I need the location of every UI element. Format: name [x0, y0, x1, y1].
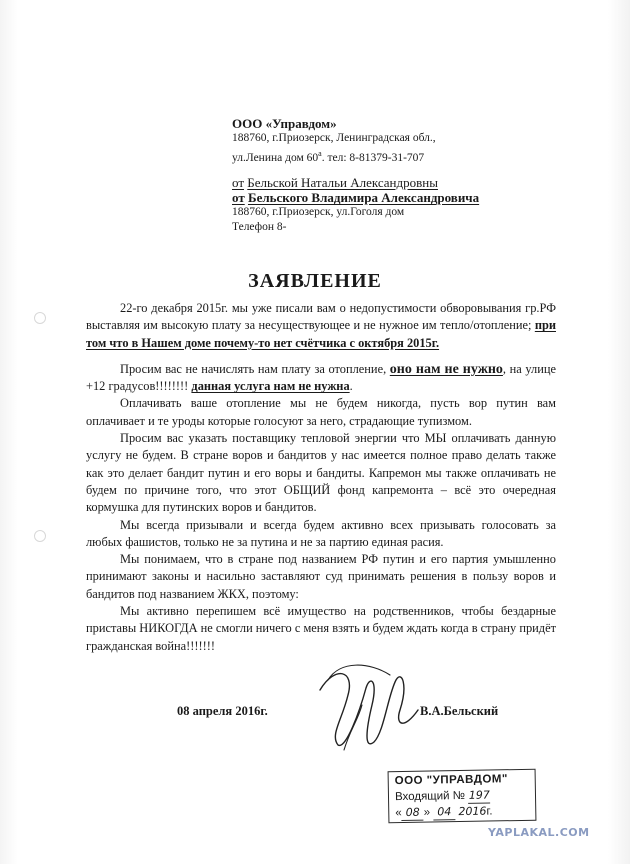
stamp-date-day: 08 — [402, 805, 424, 821]
paragraph-5: Мы всегда призывали и всегда будем активно всех призывать голосовать за любых фашистов, только не за путина и не за партию единая расия. — [86, 517, 556, 549]
stamp-title: ООО "УПРАВДОМ" — [394, 773, 509, 788]
document-title: ЗАЯВЛЕНИЕ — [248, 270, 382, 292]
punch-hole — [34, 312, 46, 324]
stamp-date-month: 04 — [433, 804, 455, 820]
paragraph-text: , на улице +12 градусов!!!!!!!! — [86, 361, 556, 394]
paragraph-2 — [86, 361, 556, 396]
stamp-date-year: 2016 — [458, 804, 487, 819]
org-street: ул.Ленина дом 60 — [232, 151, 319, 164]
paragraph-4: Просим вас указать поставщику тепловой энергии что МЫ оплачивать данную услугу не будем. В стране воров и бандитов у нас имеется полное право делать также как это делает бандит путин и его воры и бандиты. Капремон мы также оплачивать не будем по причине того, что этот ОБЩИЙ фонд капремонта – всё это очередная кормушка для путинских воров и бандитов. — [86, 431, 556, 515]
from-prefix: от — [232, 189, 245, 205]
stamp-incoming-number: 197 — [468, 788, 490, 804]
paragraph-6: Мы понимаем, что в стране под названием РФ путин и его партия умышленно принимают законы и насильно заставляют суд принимать решения в пользу воров и бандитов под названием ЖКХ, поэтому: — [86, 552, 556, 601]
from-name-1: Бельской Натальи Александровны — [247, 174, 438, 190]
addressee-block — [232, 116, 562, 235]
stamp-incoming-label: Входящий № — [394, 789, 466, 804]
org-street-suffix: а — [318, 149, 322, 158]
org-address-line1: 188760, г.Приозерск, Ленинградская обл., — [232, 132, 436, 144]
paragraph-7: Мы активно перепишем всё имущество на родственников, чтобы бездарные приставы НИКОГДА не смогли ничего с меня взять и будем ждать когда в страну придёт гражданская война!!!!!!! — [86, 604, 557, 653]
site-watermark: YAPLAKAL.COM — [488, 826, 590, 839]
from-line-1 — [232, 175, 562, 190]
signature-date: 08 апреля 2016г. — [177, 704, 268, 718]
paragraph-emphasis: при том что в Нашем доме почему-то нет счётчика с октября 2015г. — [86, 318, 556, 350]
paragraph-1 — [86, 300, 556, 352]
from-line-2 — [232, 190, 562, 205]
paragraph-emphasis: оно нам не нужно — [389, 361, 503, 377]
org-address-line2 — [232, 146, 562, 166]
from-prefix: от — [232, 174, 245, 190]
statement-body — [86, 300, 556, 655]
from-phone: Телефон 8- — [232, 220, 287, 233]
from-address: 188760, г.Приозерск, ул.Гоголя дом — [232, 205, 405, 218]
paragraph-3: Оплачивать ваше отопление мы не будем никогда, пусть вор путин вам оплачивает и те уроды которые голосуют за него, страдающие тупизмом. — [86, 396, 556, 428]
stamp-date-suffix: г. — [486, 805, 493, 818]
org-phone: . тел: 8-81379-31-707 — [321, 151, 425, 164]
paragraph-text: 22-го декабря 2015г. мы уже писали вам о недопустимости обворовывания гр.РФ выставляя им высокую плату за несуществующее и не нужное им тепло/отопление; — [86, 301, 556, 333]
org-name: ООО «Управдом» — [232, 116, 337, 131]
stamp-date-row: « 08 » 04 2016г. — [395, 804, 493, 820]
paragraph-emphasis: данная услуга нам не нужна — [191, 379, 350, 394]
paragraph-text: . — [349, 379, 353, 394]
signer-name: В.А.Бельский — [420, 704, 499, 718]
incoming-stamp — [388, 769, 537, 824]
paragraph-text: Просим вас не начислять нам плату за отопление, — [120, 361, 387, 376]
punch-hole — [34, 530, 46, 542]
from-name-2: Бельского Владимира Александровича — [247, 189, 480, 205]
handwritten-signature — [300, 650, 430, 760]
